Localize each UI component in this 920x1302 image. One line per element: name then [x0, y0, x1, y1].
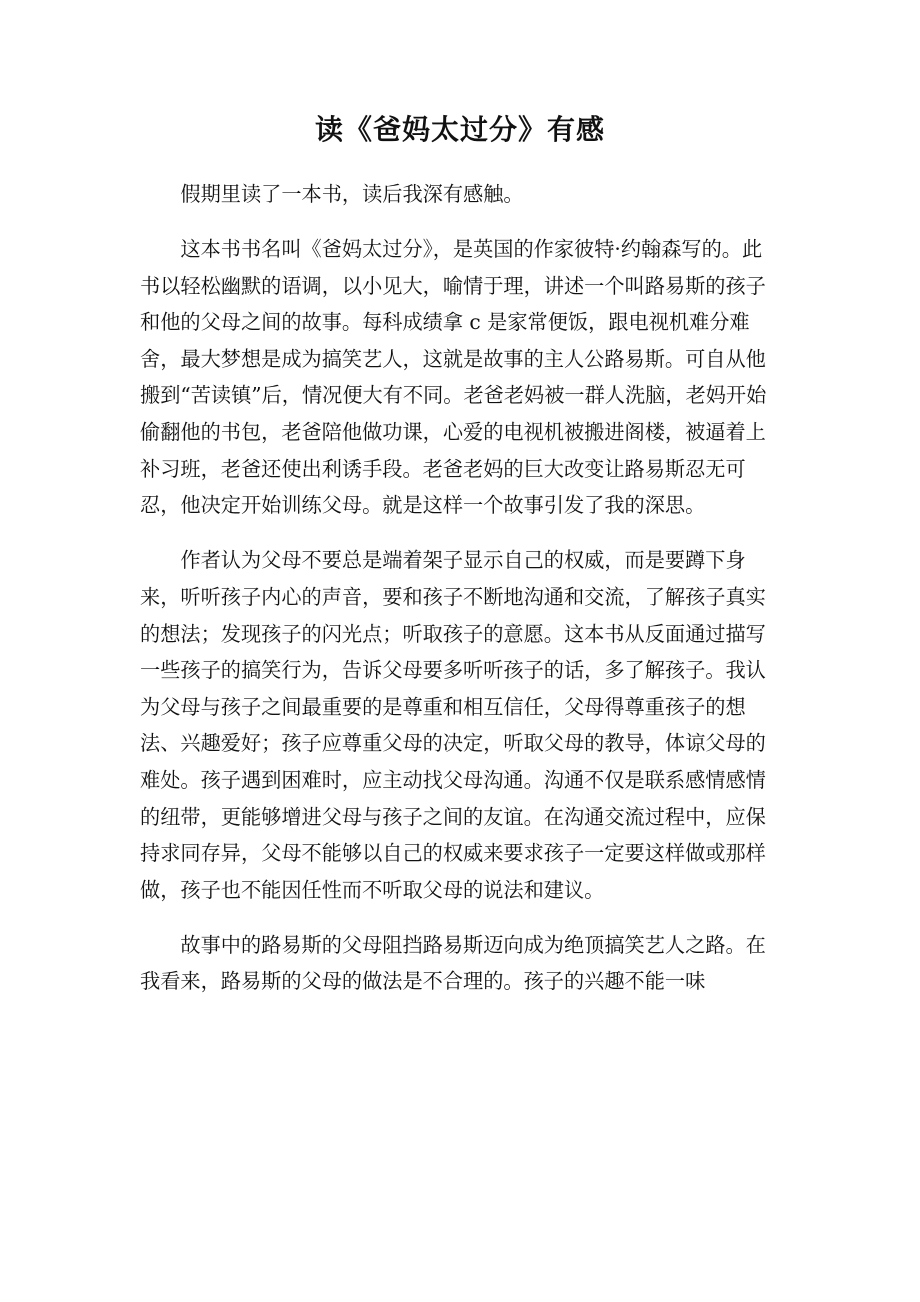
paragraph-4: 故事中的路易斯的父母阻挡路易斯迈向成为绝顶搞笑艺人之路。在我看来，路易斯的父母的做法是不合理的。孩子的兴趣不能一味 [140, 932, 766, 994]
paragraph-1: 假期里读了一本书，读后我深有感触。 [180, 182, 524, 206]
document-body [140, 176, 780, 1018]
document-title: 读《爸妈太过分》有感 [314, 113, 605, 146]
paragraph-3: 作者认为父母不要总是端着架子显示自己的权威，而是要蹲下身来，听听孩子内心的声音，要和孩子不断地沟通和交流，了解孩子真实的想法；发现孩子的闪光点；听取孩子的意愿。这本书从反面通过描写一些孩子的搞笑行为，告诉父母要多听听孩子的话，多了解孩子。我认为父母与孩子之间最重要的是尊重和相互信任，父母得尊重孩子的想法、兴趣爱好；孩子应尊重父母的决定，听取父母的教导，体谅父母的难处。孩子遇到困难时，应主动找父母沟通。沟通不仅是联系感情感情的纽带，更能够增进父母与孩子之间的友谊。在沟通交流过程中，应保持求同存异，父母不能够以自己的权威来要求孩子一定要这样做或那样做，孩子也不能因任性而不听取父母的说法和建议。 [140, 548, 766, 902]
paragraph-2: 这本书书名叫《爸妈太过分》，是英国的作家彼特·约翰森写的。此书以轻松幽默的语调，以小见大，喻情于理，讲述一个叫路易斯的孩子和他的父母之间的故事。每科成绩拿 c 是家常便饭，跟电视机难分难舍，最大梦想是成为搞笑艺人，这就是故事的主人公路易斯。可自从他搬到“苦读镇”后，情况便大有不同。老爸老妈被一群人洗脑，老妈开始偷翻他的书包，老爸陪他做功课，心爱的电视机被搬进阁楼，被逼着上补习班，老爸还使出利诱手段。老爸老妈的巨大改变让路易斯忍无可忍，他决定开始训练父母。就是这样一个故事引发了我的深思。 [140, 237, 767, 518]
